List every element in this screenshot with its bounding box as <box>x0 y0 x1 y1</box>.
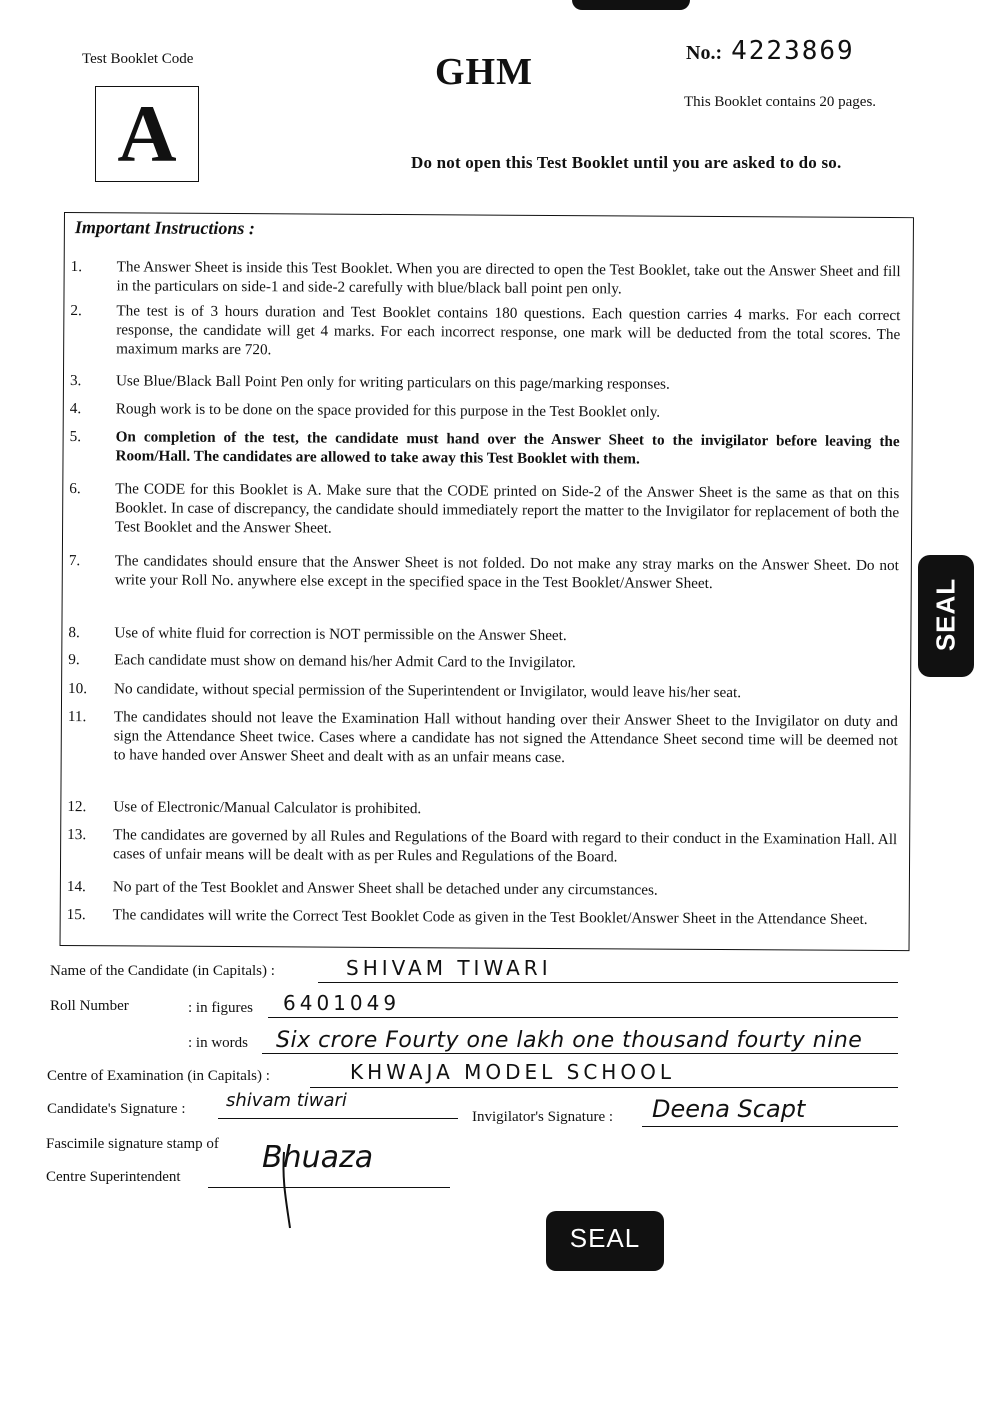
side-seal-label: SEAL <box>930 577 961 652</box>
instructions-box <box>60 212 914 951</box>
instruction-item <box>61 877 911 899</box>
candidate-signature-line <box>218 1118 458 1119</box>
invigilator-signature: Deena Scapt <box>652 1095 806 1123</box>
roll-words-value: Six crore Fourty one lakh one thousand fourty nine <box>276 1028 863 1053</box>
instruction-number: 8. <box>68 624 80 642</box>
instruction-number: 2. <box>70 302 82 320</box>
instruction-text: Use of Electronic/Manual Calculator is prohibited. <box>113 798 422 818</box>
series-code: GHM <box>435 51 533 93</box>
bottom-seal <box>546 1211 664 1271</box>
candidate-signature-label: Candidate's Signature : <box>47 1101 186 1117</box>
superintendent-label: Centre Superintendent <box>46 1169 181 1185</box>
instruction-item <box>64 301 914 359</box>
instruction-text: Use Blue/Black Ball Point Pen only for writing particulars on this page/marking responses. <box>115 372 670 393</box>
instruction-item <box>62 707 912 767</box>
candidate-signature: shivam tiwari <box>226 1090 347 1111</box>
instruction-number: 3. <box>69 372 82 390</box>
stamp-label: Fascimile signature stamp of <box>46 1136 219 1152</box>
superintendent-line <box>208 1187 450 1188</box>
invigilator-signature-line <box>642 1126 898 1127</box>
instruction-number: 6. <box>69 480 81 498</box>
instruction-number: 1. <box>70 258 83 276</box>
instruction-item <box>61 797 911 818</box>
instruction-text: The candidates will write the Correct Test Booklet Code as given in the Test Booklet/Answer Sheet in the Attendance Sheet. <box>112 906 868 928</box>
instruction-text: No part of the Test Booklet and Answer Sheet shall be detached under any circumstances. <box>112 878 658 899</box>
instruction-number: 11. <box>67 708 87 726</box>
side-seal <box>918 555 974 677</box>
instruction-item <box>62 623 912 645</box>
roll-figures-value: 6401049 <box>283 991 401 1015</box>
roll-words-line <box>262 1053 898 1054</box>
instruction-text: Rough work is to be done on the space provided for this purpose in the Test Booklet only. <box>115 400 661 421</box>
instruction-number: 13. <box>67 826 87 844</box>
instruction-item <box>64 371 914 393</box>
centre-value: KHWAJA MODEL SCHOOL <box>350 1060 675 1084</box>
candidate-name-label: Name of the Candidate (in Capitals) : <box>50 963 275 979</box>
page-count-note: This Booklet contains 20 pages. <box>684 94 877 110</box>
instruction-number: 12. <box>67 798 87 816</box>
instruction-text: The candidates should ensure that the Answer Sheet is not folded. Do not make any stray marks on the Answer Sheet. Do not write your Roll No. anywhere else except in the specified space in the Test Booklet/Answer Sheet. <box>114 552 899 592</box>
instruction-number: 7. <box>68 552 81 570</box>
instruction-text: The candidates should not leave the Examination Hall without handing over their Answer Sheet to the Invigilator on duty and sign the Attendance Sheet twice. Cases where a candidate has not signed the Attendance Sheet second time will be deemed not to have handed over Answer Sheet and dealt with as an unfair means case. <box>113 708 898 767</box>
instruction-number: 9. <box>68 651 80 669</box>
instruction-item <box>65 257 915 298</box>
instruction-number: 15. <box>66 906 86 924</box>
instruction-item <box>63 479 913 537</box>
centre-label: Centre of Examination (in Capitals) : <box>47 1068 270 1084</box>
top-edge-mark <box>572 0 690 10</box>
instruction-number: 4. <box>69 400 82 418</box>
superintendent-signature: Bhuaza <box>262 1140 374 1175</box>
roll-words-label: : in words <box>188 1035 248 1051</box>
instruction-number: 10. <box>68 680 88 698</box>
instruction-text: On completion of the test, the candidate must hand over the Answer Sheet to the invigilator before leaving the Room/Hall. The candidates are allowed to take away this Test Booklet with them. <box>115 428 900 468</box>
bottom-seal-label: SEAL <box>569 1223 641 1253</box>
booklet-number <box>686 36 855 66</box>
instructions-title: Important Instructions : <box>74 217 256 239</box>
candidate-name-value: SHIVAM TIWARI <box>346 956 552 980</box>
signature-stroke <box>272 1150 302 1230</box>
roll-number-label: Roll Number <box>50 998 129 1014</box>
booklet-code-letter: A <box>117 88 177 179</box>
instruction-text: The Answer Sheet is inside this Test Booklet. When you are directed to open the Test Booklet, take out the Answer Sheet and fill in the particulars on side-1 and side-2 carefully with blue/black ball point pen only. <box>116 258 901 298</box>
instruction-item <box>63 551 913 592</box>
instruction-text: Use of white fluid for correction is NOT permissible on the Answer Sheet. <box>114 624 567 645</box>
instruction-number: 5. <box>69 428 82 446</box>
instruction-item <box>64 399 914 421</box>
instruction-item <box>61 905 911 928</box>
roll-figures-label: : in figures <box>188 1000 253 1016</box>
booklet-code-box <box>95 86 199 182</box>
roll-figures-line <box>268 1017 898 1018</box>
instruction-text: No candidate, without special permission of the Superintendent or Invigilator, would leave his/her seat. <box>114 680 742 702</box>
centre-line <box>310 1087 898 1088</box>
instruction-text: The test is of 3 hours duration and Test Booklet contains 180 questions. Each question carries 4 marks. For each correct response, the candidate will get 4 marks. For each incorrect response, one mark will be deducted from the total scores. The maximum marks are 720. <box>116 302 901 359</box>
booklet-number-label: No.: <box>686 42 723 64</box>
instruction-item <box>61 825 911 866</box>
instruction-item <box>62 650 912 672</box>
instruction-number: 14. <box>66 878 86 896</box>
instruction-text: The candidates are governed by all Rules and Regulations of the Board with regard to their conduct in the Examination Hall. All cases of unfair means will be dealt with as per Rules and Regulations of the Board. <box>113 826 898 866</box>
instruction-text: The CODE for this Booklet is A. Make sure that the CODE printed on Side-2 of the Answer Sheet is the same as that on this Booklet. In case of discrepancy, the candidate should immediately report the matter to the Invigilator for replacement of both the Test Booklet and the Answer Sheet. <box>115 480 900 537</box>
instruction-item <box>64 427 914 468</box>
instruction-text: Each candidate must show on demand his/her Admit Card to the Invigilator. <box>114 651 576 672</box>
do-not-open-warning: Do not open this Test Booklet until you are asked to do so. <box>411 153 842 172</box>
invigilator-signature-label: Invigilator's Signature : <box>472 1109 614 1125</box>
instruction-item <box>62 679 912 702</box>
booklet-code-label: Test Booklet Code <box>82 51 194 67</box>
booklet-number-value: 4223869 <box>731 36 855 66</box>
candidate-name-line <box>318 982 898 983</box>
